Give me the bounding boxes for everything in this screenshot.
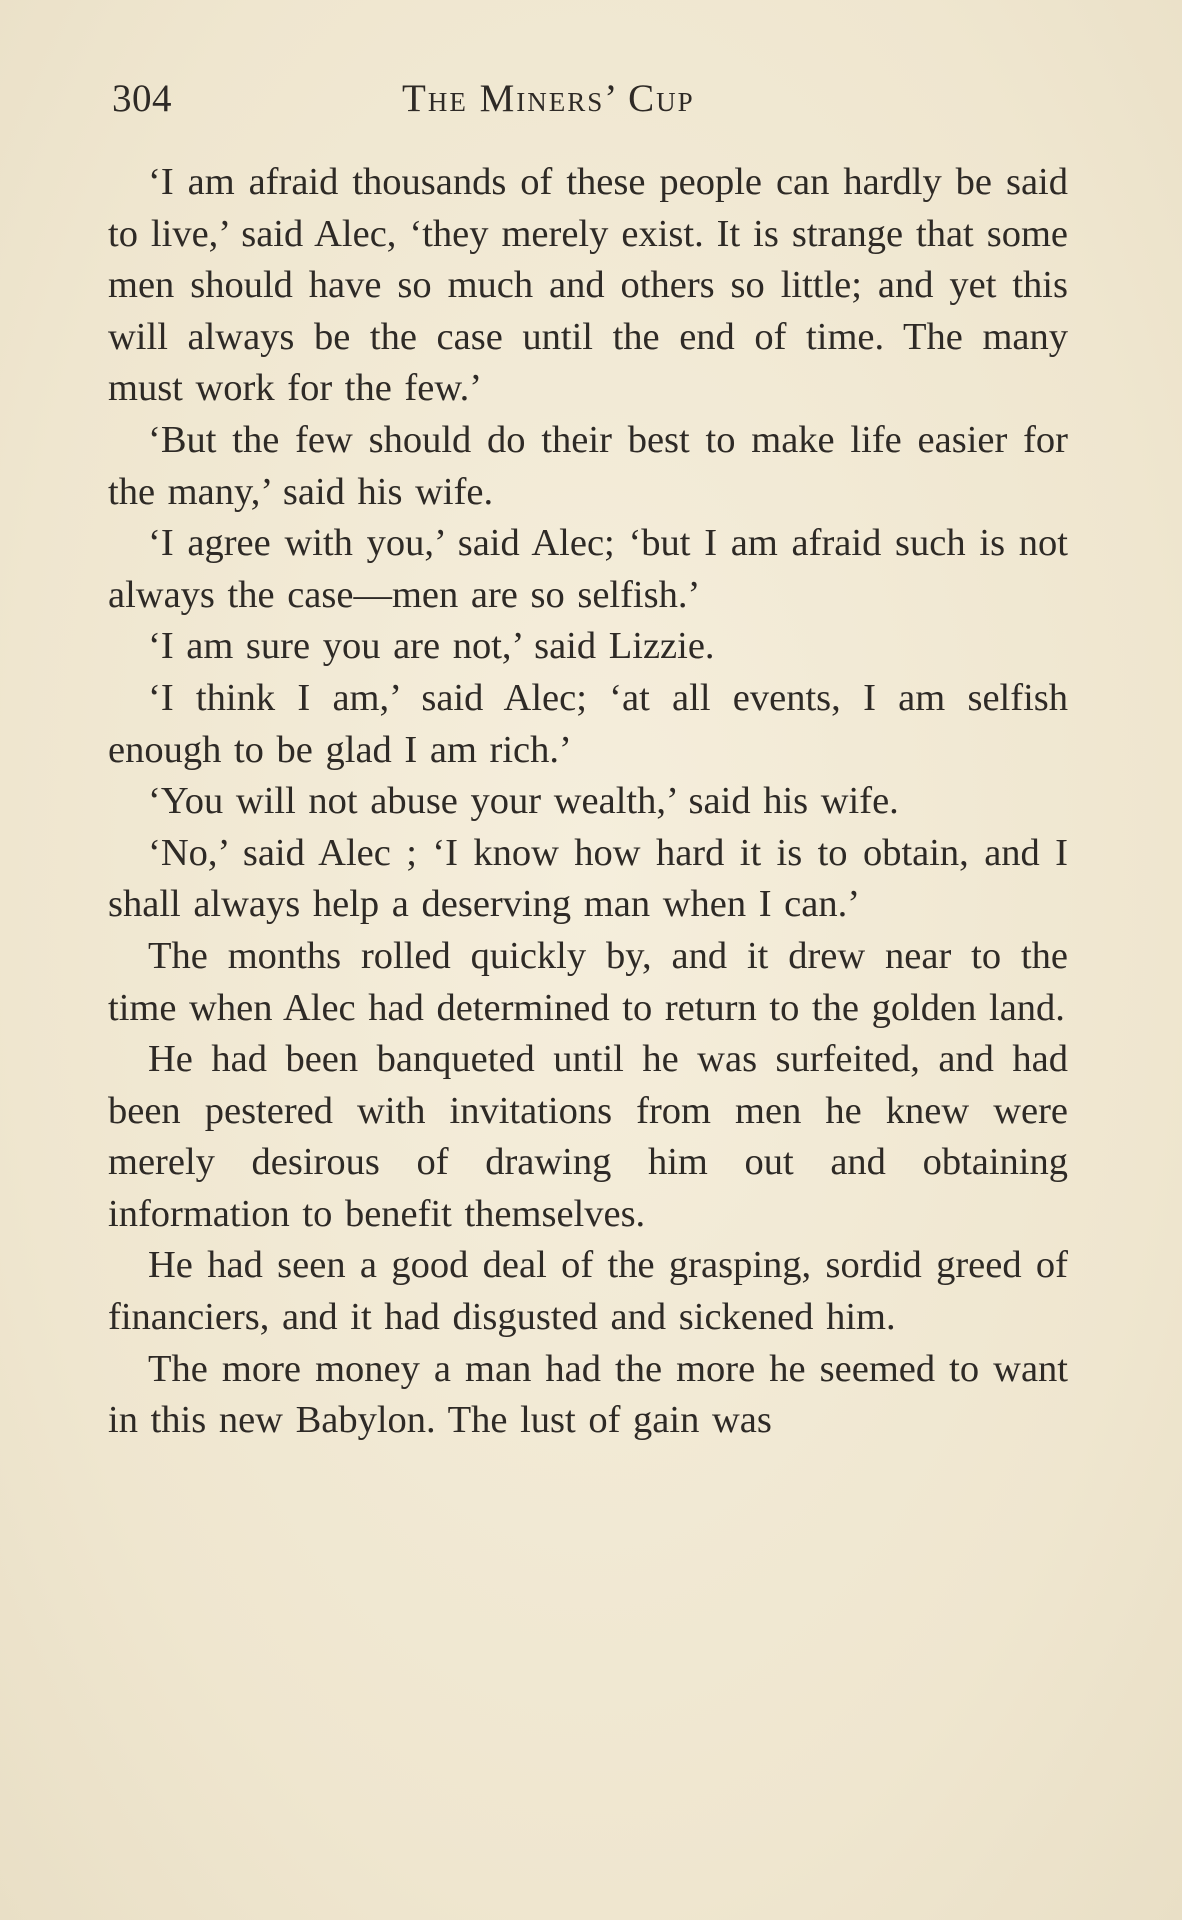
body-text: [108, 157, 1068, 1447]
running-head: [112, 76, 1062, 126]
paragraph: ‘But the few should do their best to make life easier for the many,’ said his wife.: [108, 418, 1068, 513]
paragraph: ‘You will not abuse your wealth,’ said his wife.: [148, 780, 899, 823]
paragraph: ‘I am afraid thousands of these people can hardly be said to live,’ said Alec, ‘they merely exist. It is strange that some men should have so much and others so little; and yet this will always be the case until the end of time. The many must work for the few.’: [108, 161, 1068, 410]
paragraph: He had seen a good deal of the grasping, sordid greed of financiers, and it had disgusted and sickened him.: [108, 1244, 1068, 1339]
paragraph: The months rolled quickly by, and it drew near to the time when Alec had determined to return to the golden land.: [108, 934, 1068, 1029]
page-number: 304: [112, 77, 172, 120]
running-title: The Miners’ Cup: [402, 77, 695, 120]
paragraph: He had been banqueted until he was surfeited, and had been pestered with invitations from men he knew were merely desirous of drawing him out and obtaining information to benefit themselves.: [108, 1038, 1068, 1235]
paragraph: The more money a man had the more he seemed to want in this new Babylon. The lust of gain was: [108, 1347, 1068, 1442]
paragraph: ‘I think I am,’ said Alec; ‘at all events, I am selfish enough to be glad I am rich.’: [108, 676, 1068, 771]
paragraph: ‘I agree with you,’ said Alec; ‘but I am afraid such is not always the case—men are so selfish.’: [108, 522, 1068, 616]
paragraph: ‘No,’ said Alec ; ‘I know how hard it is to obtain, and I shall always help a deserving man when I can.’: [108, 831, 1068, 926]
paragraph: ‘I am sure you are not,’ said Lizzie.: [148, 625, 715, 668]
